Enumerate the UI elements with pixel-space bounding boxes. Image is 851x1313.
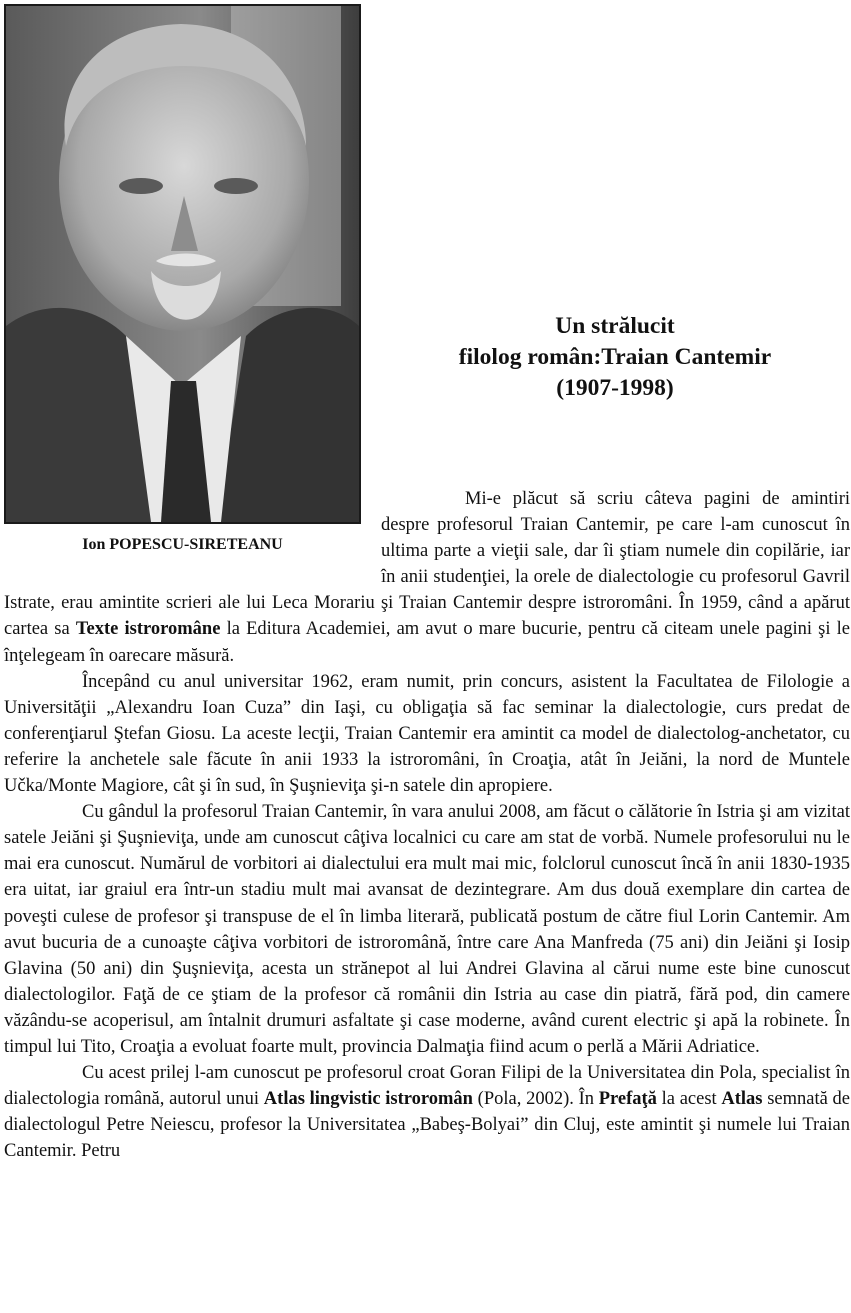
paragraph-4-text-c: (Pola, 2002). În	[472, 1089, 599, 1110]
portrait-photo-icon	[6, 6, 359, 522]
book-title-atlas-lingvistic: Atlas lingvistic istroromân	[263, 1089, 473, 1110]
portrait-photo	[4, 4, 361, 524]
paragraph-1-text-a: Mi-e plăcut să scriu câteva pagini de amintiri despre profesorul Traian Cantemir, pe care l-am cunoscut în ultima parte a vieţii sale, dar îi ştiam numele din copilărie, iar în anii studenţiei, la orele de dialectologie cu profesorul Gavril Istrate, erau amintite scrieri ale lui Leca Morariu şi Traian Cantemir despre istroromâni. În 1959, când a apărut cartea sa	[4, 489, 850, 640]
bold-prefata: Prefaţă	[598, 1089, 657, 1110]
title-line-2: filolog român:Traian Cantemir	[458, 344, 772, 370]
paragraph-2: Începând cu anul universitar 1962, eram numit, prin concurs, asistent la Facultatea de Filologie a Universităţii „Alexandru Ioan Cuza” din Iaşi, cu obligaţia să fac seminar la dialectologie, curs predat de conferenţiarul Ştefan Giosu. La aceste lecţii, Traian Cantemir era amintit ca model de dialectolog-anchetator, cu referire la anchetele sale făcute în anii 1933 la istroromâni, în Croaţia, atât în Jeiăni, la nord de Muntele Učka/Monte Magiore, cât şi în sud, în Şuşnieviţa şi-n satele din apropiere.	[4, 671, 850, 797]
article-title	[380, 311, 850, 404]
title-line-1: Un strălucit	[555, 313, 675, 339]
paragraph-1-text-c: la Editura Academiei, am avut o mare bucurie, pentru că citeam unele pagini şi le înţelegeam în oarecare măsură.	[4, 619, 850, 666]
article-body	[4, 486, 850, 1164]
float-spacer	[4, 486, 381, 588]
bold-atlas: Atlas	[721, 1089, 763, 1110]
title-line-3: (1907-1998)	[556, 375, 674, 401]
paragraph-4-text-a: Cu acest prilej l-am cunoscut pe profesorul croat Goran Filipi de la Universitatea din Pola, specialist în dialectologia română, autorul unui	[4, 1063, 850, 1110]
book-title-texte-istroromane: Texte istroromâne	[75, 619, 221, 640]
paragraph-3: Cu gândul la profesorul Traian Cantemir, în vara anului 2008, am făcut o călătorie în Istria şi am vizitat satele Jeiăni şi Şuşnieviţa, unde am cunoscut câţiva localnici cu care am stat de vorbă. Numele profesorului nu le mai era cunoscut. Numărul de vorbitori ai dialectului era mult mai mic, folclorul cunoscut încă în anii 1830-1935 era uitat, iar graiul era într-un stadiu mult mai avansat de dezintegrare. Am dus două exemplare din cartea de poveşti culese de profesor şi transpuse de el în limba literară, publicată postum de către fiul Lorin Cantemir. Am avut bucuria de a cunoaşte câţiva vorbitori de istroromână, între care Ana Manfreda (75 ani) din Jeiăni şi Iosip Glavina (50 ani) din Şuşnieviţa, acesta un strănepot al lui Andrei Glavina al cărui nume este bine cunoscut dialectologilor. Faţă de ce ştiam de la profesor că românii din Istria au case din piatră, fără pod, din camere văzându-se acoperisul, am întalnit drumuri asfaltate şi case moderne, având curent electric şi apă la robinete. În timpul lui Tito, Croaţia a evoluat foarte mult, provincia Dalmaţia fiind acum o perlă a Mării Adriatice.	[4, 802, 850, 1057]
paragraph-4-text-e: la acest	[656, 1089, 722, 1110]
paragraph-4	[4, 1060, 850, 1164]
author-caption: Ion POPESCU-SIRETEANU	[82, 536, 283, 553]
paragraph-4-text-g: semnată de dialectologul Petre Neiescu, profesor la Universitatea „Babeş-Bolyai” din Cluj, este amintit şi numele lui Traian Cantemir. Petru	[4, 1089, 851, 1162]
